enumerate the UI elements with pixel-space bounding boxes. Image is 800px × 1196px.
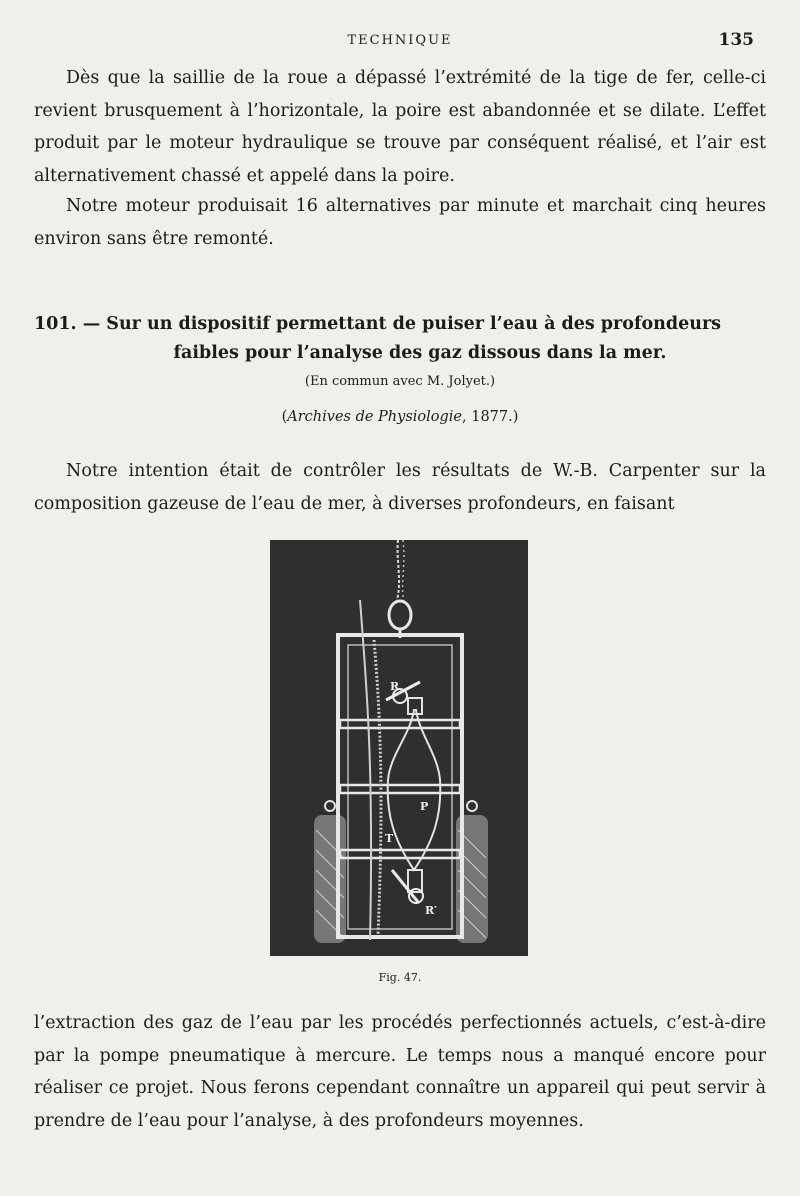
paragraph-4: l’extraction des gaz de l’eau par les procédés perfectionnés actuels, c’est-à-dire par la pompe pneumatique à mercure. Le temps nous a manqué encore pour réaliser ce projet. Nous ferons cependant connaître un appareil qui peut servir à prendre de l’eau pour l’analyse, à des profondeurs moyennes.	[34, 1013, 766, 1131]
figure-label-p: P	[420, 800, 429, 813]
figure-apparatus	[270, 540, 528, 956]
paragraph-3: Notre intention était de contrôler les résultats de W.-B. Carpenter sur la composition gazeuse de l’eau de mer, à diverses profondeurs, en faisant	[34, 461, 766, 514]
figure-label-r-prime: R′	[425, 904, 438, 917]
source-citation	[34, 409, 766, 425]
section-heading-line-2: faibles pour l’analyse des gaz dissous dans la mer.	[173, 343, 667, 363]
paragraph-1: Dès que la saillie de la roue a dépassé l’extrémité de la tige de fer, celle-ci revient brusquement à l’horizontale, la poire est abandonnée et se dilate. L’effet produit par le moteur hydraulique se trouve par conséquent réalisé, et l’air est alternativement chassé et appelé dans la poire.	[34, 68, 766, 186]
figure-label-r: R	[390, 680, 400, 693]
figure-caption: Fig. 47.	[378, 971, 422, 984]
section-heading	[34, 310, 766, 368]
byline: (En commun avec M. Jolyet.)	[304, 374, 496, 389]
source-journal: Archives de Physiologie	[287, 409, 463, 425]
figure-label-t: T	[385, 832, 394, 845]
running-head	[0, 30, 800, 52]
page-number: 135	[718, 30, 754, 50]
apparatus-engraving	[270, 540, 528, 956]
paragraph-2: Notre moteur produisait 16 alternatives par minute et marchait cinq heures environ sans être remonté.	[34, 196, 766, 249]
source-close: , 1877.)	[462, 409, 519, 425]
section-heading-line-1: 101. — Sur un dispositif permettant de puiser l’eau à des profondeurs	[34, 314, 722, 334]
source-open: (	[281, 409, 288, 425]
running-title: TECHNIQUE	[347, 33, 453, 48]
